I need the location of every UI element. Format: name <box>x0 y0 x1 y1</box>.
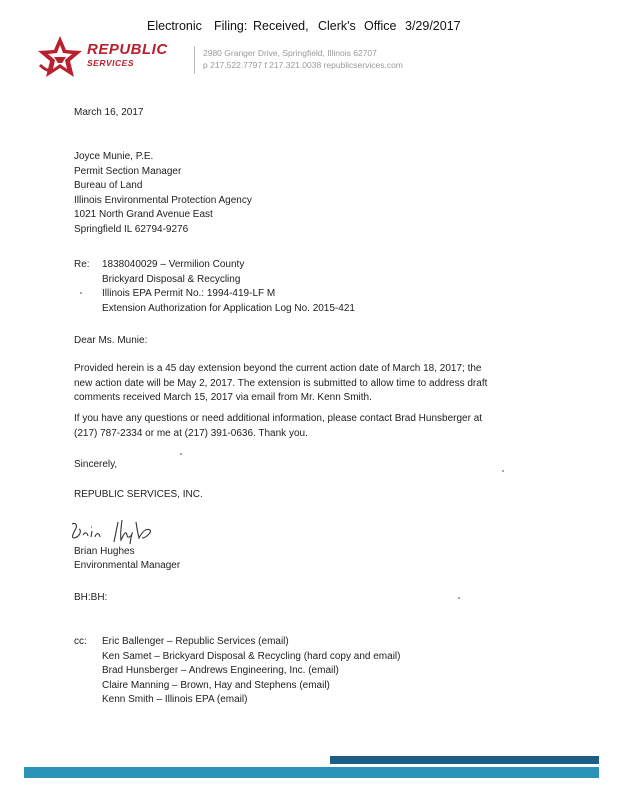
recipient-line: Springfield IL 62794-9276 <box>74 223 189 235</box>
re-line: Extension Authorization for Application Log No. 2015-421 <box>102 302 355 314</box>
cc-label: cc: <box>74 636 87 647</box>
scan-speck <box>458 597 460 599</box>
filing-stamp-filing: Filing: <box>214 19 248 33</box>
recipient-line: Permit Section Manager <box>74 165 182 177</box>
footer-accent-bar <box>330 756 599 764</box>
filing-stamp-clerks: Clerk's <box>318 19 356 33</box>
re-line: 1838040029 – Vermilion County <box>102 259 245 270</box>
scan-speck <box>180 453 182 455</box>
company-name: REPUBLIC SERVICES, INC. <box>74 489 203 500</box>
scan-speck <box>80 292 82 294</box>
brand-subname: SERVICES <box>87 58 134 68</box>
closing: Sincerely, <box>74 459 118 470</box>
initials: BH:BH: <box>74 592 108 603</box>
recipient-line: Joyce Munie, P.E. <box>74 151 154 162</box>
letterhead-divider <box>194 46 195 74</box>
paragraph-contact <box>74 412 482 441</box>
letter-date: March 16, 2017 <box>74 107 144 118</box>
salutation: Dear Ms. Munie: <box>74 335 148 346</box>
signer-name: Brian Hughes <box>74 546 135 557</box>
cc-item: Ken Samet – Brickyard Disposal & Recycling (hard copy and email) <box>102 650 401 662</box>
recipient-block <box>74 150 252 237</box>
cc-item: Claire Manning – Brown, Hay and Stephens (email) <box>102 679 330 691</box>
cc-item: Eric Ballenger – Republic Services (email) <box>102 636 289 647</box>
filing-stamp-received: Received, <box>253 19 309 33</box>
paragraph-line: (217) 787-2334 or me at (217) 391-0636. Thank you. <box>74 427 308 439</box>
cc-list <box>102 635 400 708</box>
filing-stamp-office: Office <box>364 19 397 33</box>
republic-services-logo <box>34 33 194 83</box>
filing-stamp-label: Electronic <box>147 19 202 33</box>
re-line: Brickyard Disposal & Recycling <box>102 273 241 285</box>
scan-speck <box>502 470 504 472</box>
footer-bar <box>24 767 599 778</box>
re-line: Illinois EPA Permit No.: 1994-419-LF M <box>102 288 276 299</box>
brand-name: REPUBLIC <box>87 41 168 58</box>
recipient-line: Illinois Environmental Protection Agency <box>74 194 252 206</box>
cc-item: Brad Hunsberger – Andrews Engineering, Inc. (email) <box>102 665 339 676</box>
letterhead-address: 2980 Granger Drive, Springfield, Illinois 62707 <box>203 48 377 58</box>
paragraph-line: comments received March 15, 2017 via email from Mr. Kenn Smith. <box>74 392 372 403</box>
signer-title: Environmental Manager <box>74 560 181 571</box>
paragraph-line: If you have any questions or need additional information, please contact Brad Hunsberger at <box>74 413 483 424</box>
recipient-line: Bureau of Land <box>74 180 143 191</box>
filing-stamp-date: 3/29/2017 <box>405 19 461 33</box>
paragraph-extension <box>74 362 487 406</box>
recipient-line: 1021 North Grand Avenue East <box>74 209 213 220</box>
handwritten-signature <box>66 516 176 546</box>
cc-item: Kenn Smith – Illinois EPA (email) <box>102 694 248 705</box>
re-label: Re: <box>74 259 90 270</box>
re-block <box>102 258 355 316</box>
paragraph-line: new action date will be May 2, 2017. The extension is submitted to allow time to address draft <box>74 377 488 389</box>
paragraph-line: Provided herein is a 45 day extension beyond the current action date of March 18, 2017; the <box>74 363 482 374</box>
letterhead-contact: p 217.522.7797 f 217.321.0038 republicservices.com <box>203 60 403 70</box>
republic-star-icon <box>34 33 86 81</box>
